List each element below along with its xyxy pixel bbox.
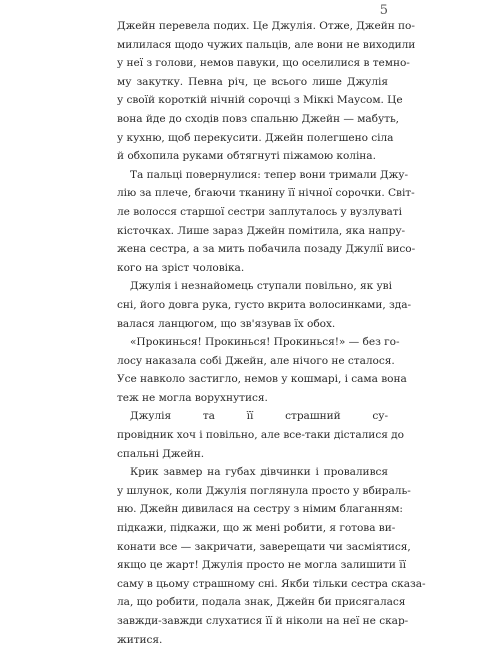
text-line: житися. [117,633,163,646]
text-line: лосу наказала собі Джейн, але нічого не сталося. [117,354,395,367]
text-line: саму в цьому страшному сні. Якби тільки сестра сказа- [117,577,426,590]
text-line: теж не могла ворухнутися. [117,391,268,404]
text-line: завжди-завжди слухатися її й ніколи на неї не скар- [117,615,409,627]
text-line: підкажи, підкажи, що ж мені робити, я готова ви- [117,522,396,535]
text-line: спальні Джейн. [117,447,205,460]
text-line: ла, що робити, подала знак, Джейн би присягалася [117,596,406,609]
text-line: Усе навколо застигло, немов у кошмарі, і сама вона [117,373,407,386]
text-line: ню. Джейн дивилася на сестру з німим благанням: [117,503,403,516]
text-line: у неї з голови, немов павуки, що оселилися в темно- [117,57,410,70]
text-line: й обхопила руками обтягнуті піжамою коліна. [117,150,376,163]
text-line: Джейн перевела подих. Це Джулія. Отже, Джейн по- [117,20,415,32]
text-line: Та пальці повернулися: тепер вони тримали Джу- [130,168,409,181]
text-line: Джулія і незнайомець ступали повільно, як уві [130,280,392,293]
text-line: провідник хоч і повільно, але все-таки дісталися до [117,429,404,442]
text-line: якщо це жарт! Джулія просто не могла залишити її [117,559,406,572]
text-line: конати все — закричати, заверещати чи засміятися, [117,540,411,553]
text-line: Джулія та її страшний су- [130,410,388,423]
text-line: жена сестра, а за мить побачила позаду Джулії висо- [117,243,416,256]
text-line: валася ланцюгом, що зв'язував їх обох. [117,317,336,330]
text-line: кісточках. Лише зараз Джейн помітила, яка напру- [117,224,406,237]
text-line: «Прокинься! Прокинься! Прокинься!» — без го- [130,336,400,349]
text-line: у кухню, щоб перекусити. Джейн полегшено сіла [117,131,394,144]
text-line: сні, його довга рука, густо вкрита волосинками, зда- [117,298,412,311]
text-line: лію за плече, бгаючи тканину її нічної сорочки. Світ- [117,187,415,200]
text-line: у своїй короткій нічній сорочці з Міккі Маусом. Це [117,94,403,107]
text-line: му закутку. Певна річ, це всього лише Джулія [117,75,388,88]
page-number: 5 [379,3,388,18]
text-line: Крик завмер на губах дівчинки і провалився [130,466,388,479]
text-line: у шлунок, коли Джулія поглянула просто у вбираль- [117,484,411,497]
text-line: милилася щодо чужих пальців, але вони не виходили [117,38,416,51]
text-line: кого на зріст чоловіка. [117,261,245,274]
text-line: ле волосся старшої сестри заплуталось у вузлуваті [117,205,402,218]
body-text [117,17,426,649]
text-line: вона йде до сходів повз спальню Джейн — мабуть, [117,112,400,125]
